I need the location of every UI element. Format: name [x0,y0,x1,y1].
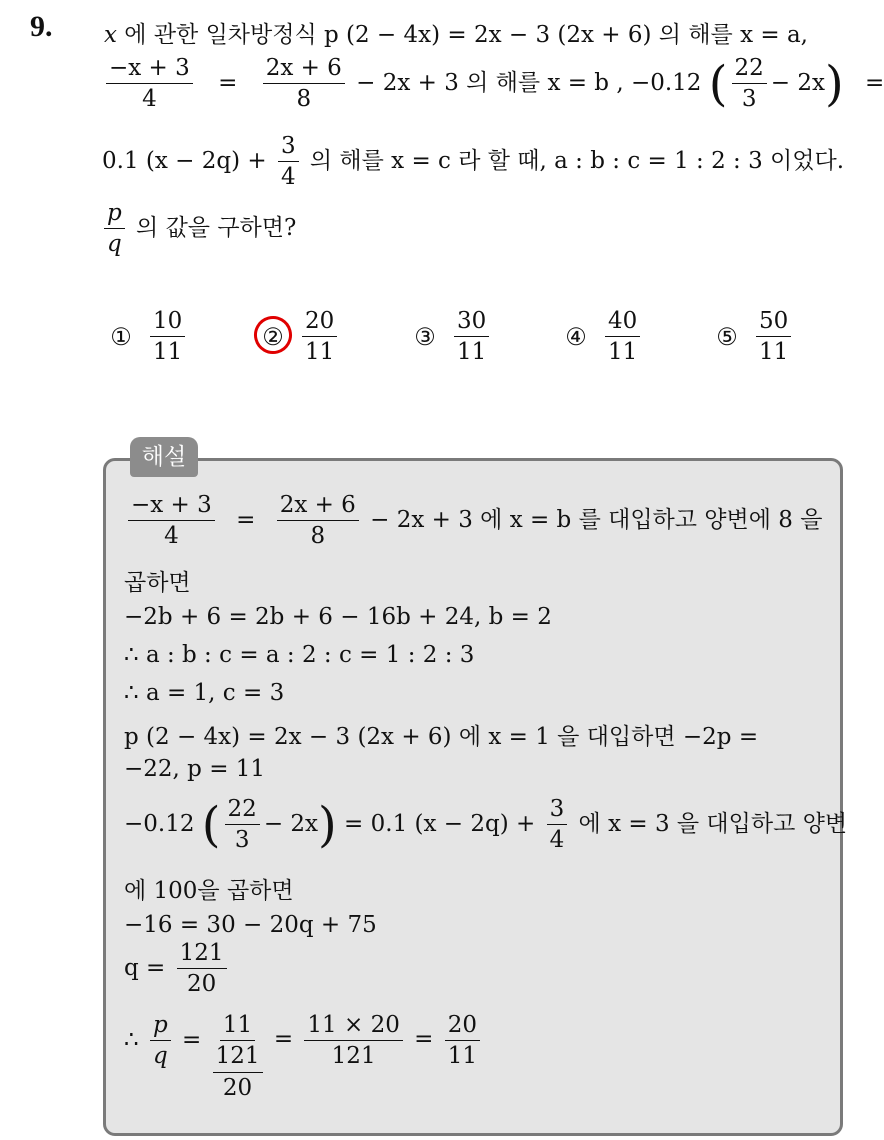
denominator: 4 [164,523,179,550]
solution-line-2: 곱하면 [124,570,191,596]
numerator: 121 [213,1043,263,1072]
solution-line-1 [124,492,822,550]
numerator: 20 [445,1012,480,1041]
equals: = [218,69,238,96]
choice-fraction [454,308,489,366]
denominator: q [107,231,122,258]
numerator: 2x + 6 [263,55,345,84]
denominator: 4 [142,86,157,113]
denominator: 4 [549,827,565,854]
solution-line-3: −2b + 6 = 2b + 6 − 16b + 24, b = 2 [124,604,552,630]
choice-fraction [605,308,640,366]
fraction [547,796,568,854]
denominator: q [152,1043,168,1070]
question-line-1 [104,16,808,49]
selected-circle-mark [250,312,297,359]
numerator: 121 [177,940,227,969]
numerator: 30 [454,308,489,337]
choice-fraction [756,308,791,366]
solution-line-4: ∴ a : b : c = a : 2 : c = 1 : 2 : 3 [124,642,475,668]
choice-marker-glyph: ② [262,322,284,351]
var-x: x [104,22,117,48]
right-paren: ) [318,796,337,853]
numerator: 11 [220,1012,255,1041]
nested-fraction [213,1043,263,1101]
equals: = [182,1026,202,1053]
denominator: 8 [296,86,312,113]
choice-5[interactable] [714,308,795,366]
denominator: 11 [447,1043,478,1070]
fraction [278,133,299,191]
numerator: p [150,1012,171,1041]
denominator: 11 [153,339,183,366]
denominator: 11 [608,339,638,366]
equals: = [865,69,884,96]
solution-text: −0.12 [124,810,195,837]
denominator: 121 [331,1043,376,1070]
solution-tab: 해설 [130,437,198,477]
denominator: 11 [305,339,335,366]
solution-line-11 [124,940,231,998]
numerator: 20 [302,308,337,337]
question-line3-head: 0.1 (x − 2q) + [102,147,267,174]
question-line-2 [102,55,884,113]
fraction [445,1012,480,1070]
left-paren: ( [201,796,221,853]
solution-line-10: −16 = 30 − 20q + 75 [124,912,377,938]
solution-text: 에 x = 3 을 대입하고 양변 [578,810,848,837]
choice-1[interactable] [108,308,189,366]
numerator: −x + 3 [106,55,193,84]
numerator: 40 [605,308,640,337]
numerator: −x + 3 [128,492,215,521]
denominator [213,1041,263,1101]
choice-marker: ③ [414,322,436,351]
solution-text: − 2x + 3 에 x = b 를 대입하고 양변에 8 을 [370,506,823,533]
choice-2[interactable] [260,308,341,366]
question-line3-text: 의 해를 x = c 라 할 때, a : b : c = 1 : 2 : 3 이었다. [309,147,845,174]
question-line-4 [100,200,296,258]
denominator: 20 [222,1074,253,1101]
fraction [225,796,260,854]
denominator: 11 [759,339,789,366]
choice-3[interactable] [412,308,493,366]
denominator: 3 [741,86,757,113]
question-line4-text: 의 값을 구하면? [136,214,297,241]
choice-marker: ④ [565,322,587,351]
denominator: 11 [457,339,487,366]
solution-line-5: ∴ a = 1, c = 3 [124,680,285,706]
choice-4[interactable] [563,308,644,366]
solution-line-8 [124,796,847,854]
denominator: 4 [280,164,296,191]
numerator: 50 [756,308,791,337]
question-line-3 [102,133,844,191]
numerator: 22 [225,796,260,825]
choice-fraction [150,308,185,366]
fraction [277,492,359,550]
choice-fraction [302,308,337,366]
solution-line-6: p (2 − 4x) = 2x − 3 (2x + 6) 에 x = 1 을 대입하면 −2p = [124,724,759,750]
numerator: 2x + 6 [277,492,359,521]
numerator: 22 [732,55,767,84]
denominator: 8 [310,523,326,550]
denominator: 20 [186,971,217,998]
fraction [263,55,345,113]
solution-line-7: −22, p = 11 [124,756,266,782]
fraction [106,55,193,113]
fraction [732,55,767,113]
right-paren: ) [824,55,844,112]
left-paren: ( [708,55,728,112]
question-line2-text: − 2x + 3 의 해를 x = b , −0.12 [356,69,702,96]
equals: = [414,1026,434,1052]
equals: = [273,1026,294,1052]
therefore-symbol: ∴ [124,1026,139,1053]
solution-text: q = [124,954,166,981]
fraction [104,200,125,258]
fraction [213,1012,263,1101]
choice-marker: ① [110,322,132,351]
numerator: 3 [278,133,299,162]
question-line2-tail: − 2x [770,69,825,96]
fraction [150,1012,171,1070]
numerator: 3 [547,796,568,825]
question-number: 9. [30,10,53,43]
solution-line-12 [124,1012,484,1101]
fraction [177,940,227,998]
fraction [304,1012,402,1070]
solution-text: − 2x [263,810,318,837]
numerator: 10 [150,308,185,337]
denominator: 3 [234,827,250,854]
solution-text: = 0.1 (x − 2q) + [344,810,536,837]
fraction [128,492,215,550]
numerator: 11 × 20 [304,1012,402,1041]
numerator: p [104,200,125,229]
choice-marker: ⑤ [716,322,738,351]
choice-marker [260,323,286,351]
question-line1-text: 에 관한 일차방정식 p (2 − 4x) = 2x − 3 (2x + 6) 의 해를 x = a, [124,22,808,48]
equals: = [236,506,256,533]
solution-line-9: 에 100을 곱하면 [124,878,294,904]
